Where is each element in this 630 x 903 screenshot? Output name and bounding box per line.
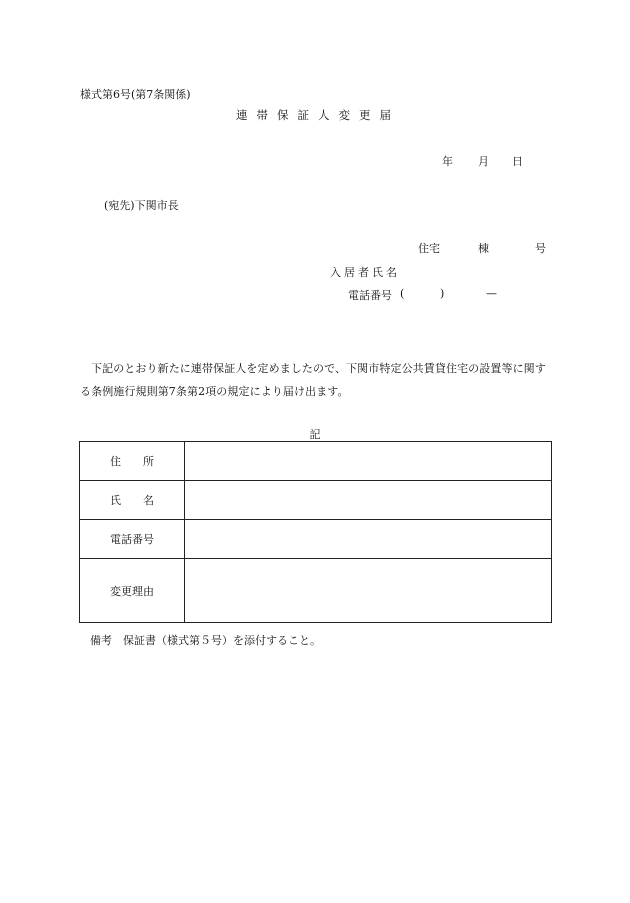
address-field[interactable] [185, 442, 552, 481]
housing-label: 住宅 [418, 242, 440, 255]
guarantor-info-table [79, 441, 552, 623]
resident-name-label: 入居者氏名 [330, 266, 400, 279]
phone-number-label: 電話番号 [80, 520, 185, 559]
date-day-label: 日 [512, 155, 523, 168]
form-number: 様式第6号(第7条関係) [80, 88, 191, 101]
addressee: (宛先)下関市長 [104, 199, 179, 212]
address-label: 住 所 [80, 442, 185, 481]
table-row [80, 442, 552, 481]
table-row [80, 520, 552, 559]
building-label: 棟 [478, 242, 489, 255]
phone-label: 電話番号 [348, 289, 392, 302]
room-number-label: 号 [535, 242, 546, 255]
table-row [80, 559, 552, 623]
document-title: 連帯保証人変更届 [236, 108, 400, 122]
phone-close-paren: ) [440, 287, 445, 300]
phone-dash: — [486, 287, 497, 300]
body-paragraph: 下記のとおり新たに連帯保証人を定めましたので、下関市特定公共賃貸住宅の設置等に関する条例施行規則第7条第2項の規定により届け出ます。 [80, 362, 546, 398]
name-field[interactable] [185, 481, 552, 520]
name-label: 氏 名 [80, 481, 185, 520]
change-reason-label: 変更理由 [80, 559, 185, 623]
phone-open-paren: ( [400, 287, 405, 300]
date-month-label: 月 [478, 155, 489, 168]
table-row [80, 481, 552, 520]
change-reason-field[interactable] [185, 559, 552, 623]
date-year-label: 年 [442, 155, 453, 168]
remarks-note: 備考 保証書（様式第５号）を添付すること。 [90, 634, 321, 647]
section-heading: 記 [309, 428, 321, 441]
phone-number-field[interactable] [185, 520, 552, 559]
